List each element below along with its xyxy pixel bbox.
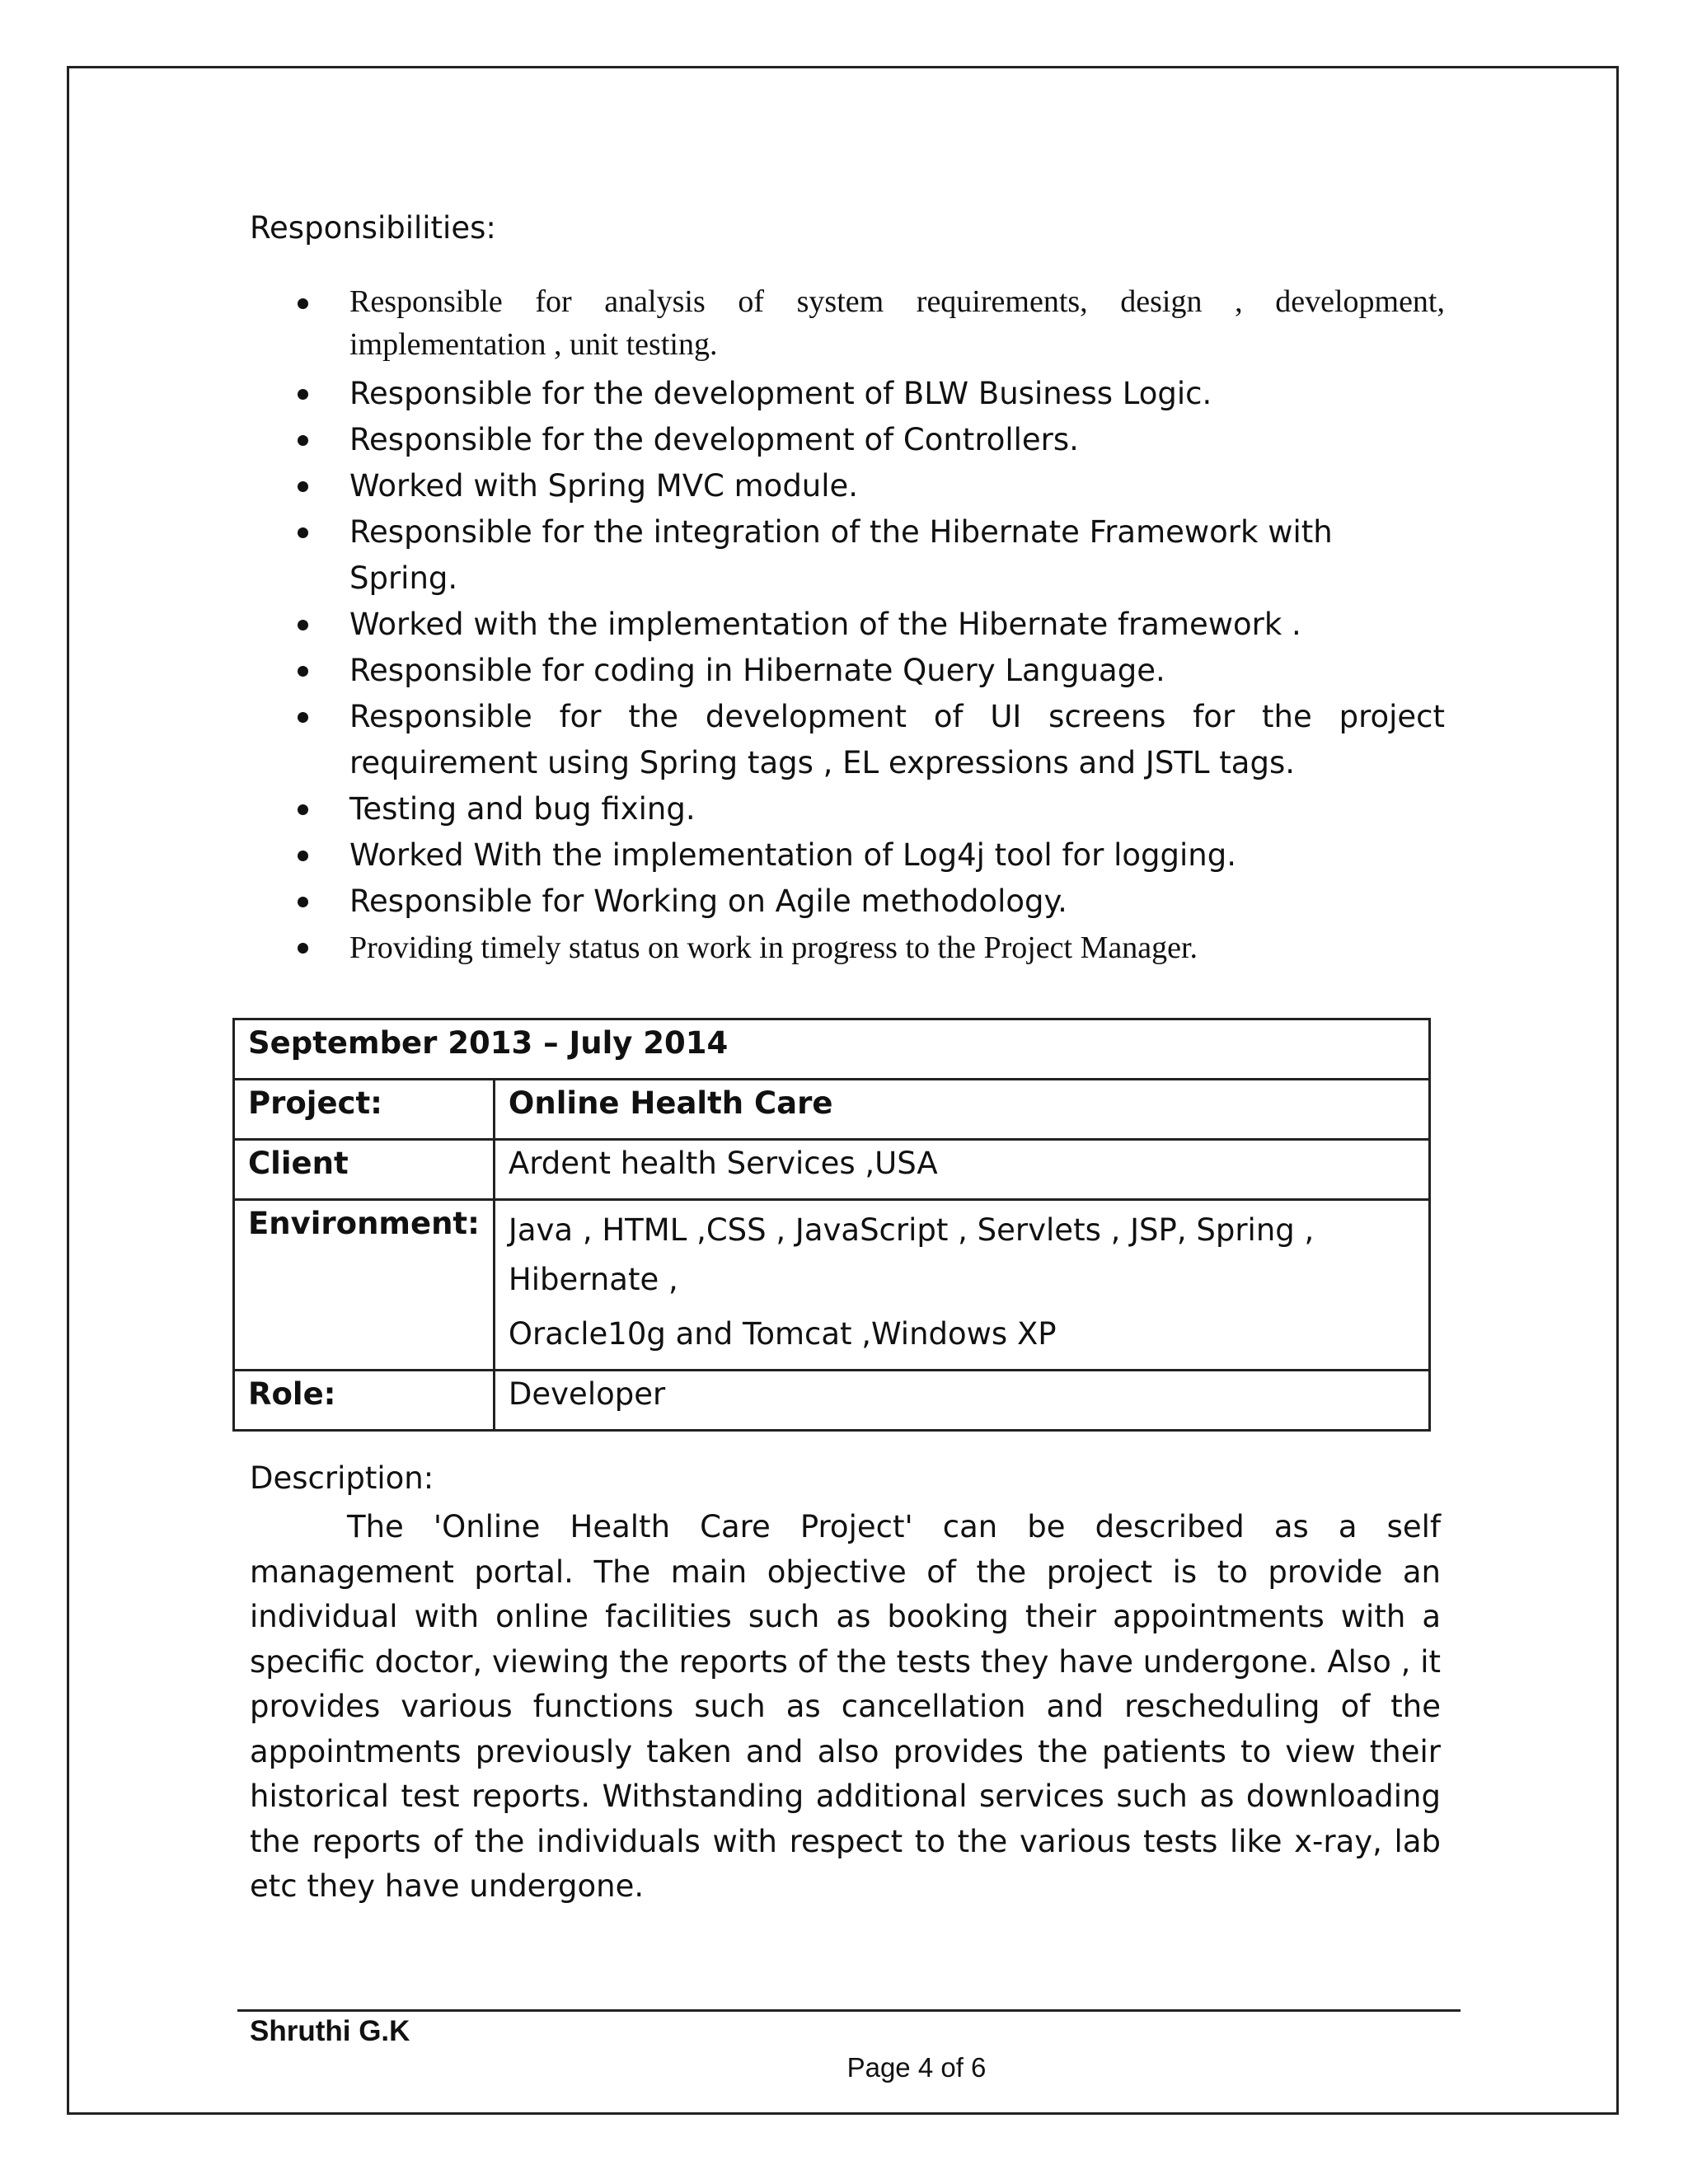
bullet-icon xyxy=(298,851,308,861)
page-number: Page 4 of 6 xyxy=(846,2052,987,2083)
list-item: Providing timely status on work in progress to the Project Manager. xyxy=(250,925,1445,971)
list-item: Responsible for Working on Agile methodology. xyxy=(250,879,1445,925)
bullet-icon xyxy=(298,943,308,954)
footer-divider xyxy=(237,2009,1461,2012)
responsibilities-heading: Responsibilities: xyxy=(250,210,496,246)
list-item: Worked with the implementation of the Hibernate framework . xyxy=(250,602,1445,648)
client-label: Client xyxy=(234,1140,495,1200)
client-value: Ardent health Services ,USA xyxy=(494,1140,1429,1200)
table-row xyxy=(234,1140,1430,1200)
list-item: Worked With the implementation of Log4j tool for logging. xyxy=(250,832,1445,879)
environment-line: Java , HTML ,CSS , JavaScript , Servlets , JSP, Spring , Hibernate , xyxy=(508,1212,1315,1297)
list-item: Responsible for coding in Hibernate Query Language. xyxy=(250,648,1445,694)
bullet-icon xyxy=(298,804,308,815)
bullet-icon xyxy=(298,666,308,677)
bullet-icon xyxy=(298,389,308,400)
role-label: Role: xyxy=(234,1371,495,1431)
list-item: Responsible for the development of BLW Business Logic. xyxy=(250,371,1445,417)
table-row xyxy=(234,1019,1430,1080)
description-body: The 'Online Health Care Project' can be described as a self management portal. The main objective of the project is to provide an individual with online facilities such as booking their appointments with a specific doctor, viewing the reports of the tests they have undergone. Also , it provides various functions such as cancellation and rescheduling of the appointments previously taken and also provides the patients to view their historical test reports. Withstanding additional services such as downloading the reports of the individuals with respect to the various tests like x-ray, lab etc they have undergone. xyxy=(250,1509,1441,1904)
list-item: Responsible for the development of Controllers. xyxy=(250,417,1445,463)
period-cell: September 2013 – July 2014 xyxy=(234,1019,1430,1080)
bullet-icon xyxy=(298,481,308,492)
environment-value xyxy=(494,1200,1429,1371)
responsibilities-list xyxy=(250,280,1445,971)
bullet-icon xyxy=(298,620,308,630)
bullet-icon xyxy=(298,897,308,907)
footer-author-name: Shruthi G.K xyxy=(250,2015,410,2047)
list-item: Testing and bug fixing. xyxy=(250,786,1445,832)
project-value: Online Health Care xyxy=(494,1080,1429,1140)
bullet-icon xyxy=(298,527,308,538)
table-row xyxy=(234,1080,1430,1140)
table-row xyxy=(234,1371,1430,1431)
list-item: Responsible for analysis of system requirements, design , development, implementation , unit testing. xyxy=(250,280,1445,366)
bullet-icon xyxy=(298,298,308,309)
list-item: Worked with Spring MVC module. xyxy=(250,463,1445,509)
project-table xyxy=(232,1018,1431,1432)
bullet-icon xyxy=(298,435,308,446)
description-heading: Description: xyxy=(250,1460,434,1496)
table-row xyxy=(234,1200,1430,1371)
project-label: Project: xyxy=(234,1080,495,1140)
environment-label: Environment: xyxy=(234,1200,495,1371)
list-item: Responsible for the development of UI screens for the project requirement using Spring tags , EL expressions and JSTL tags. xyxy=(250,694,1445,786)
list-item: Responsible for the integration of the Hibernate Framework with Spring. xyxy=(250,509,1445,602)
environment-line: Oracle10g and Tomcat ,Windows XP xyxy=(508,1316,1057,1352)
bullet-icon xyxy=(298,712,308,723)
role-value: Developer xyxy=(494,1371,1429,1431)
footer-page-number-row xyxy=(0,2052,1688,2083)
